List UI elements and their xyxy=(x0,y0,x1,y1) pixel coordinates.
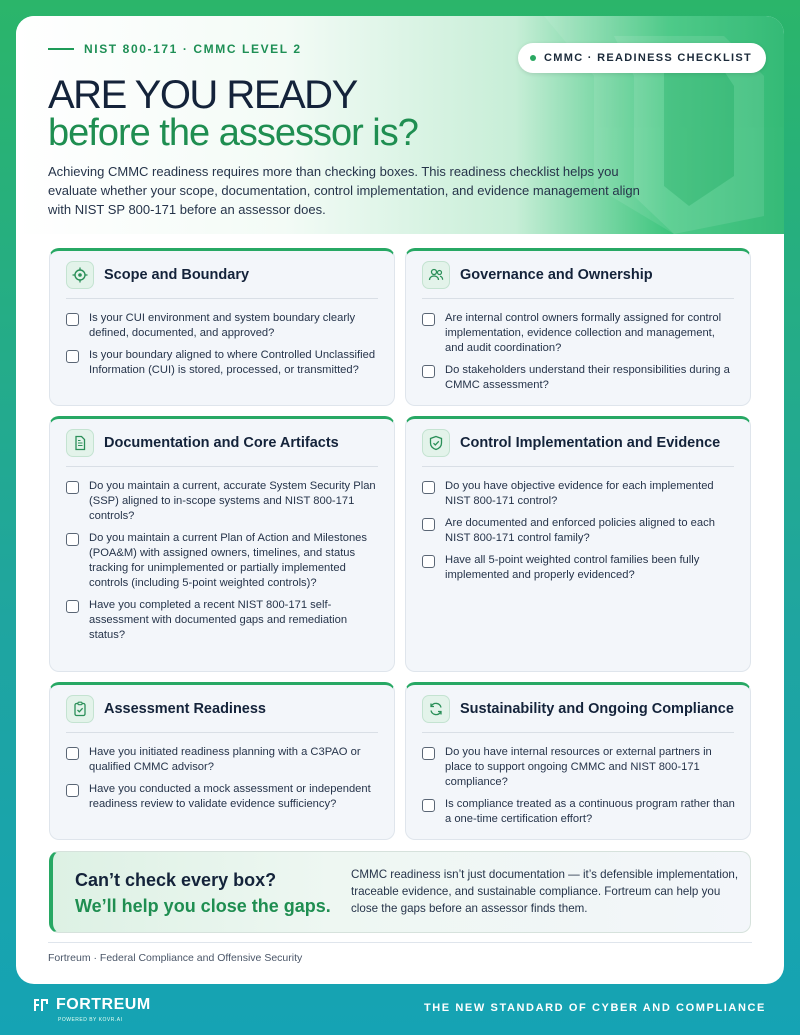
checkbox[interactable] xyxy=(66,313,79,326)
brand-logo xyxy=(32,996,151,1014)
checklist-item[interactable] xyxy=(422,553,736,583)
target-icon xyxy=(66,261,94,289)
eyebrow-rule xyxy=(48,48,74,50)
item-text: Do you have objective evidence for each implemented NIST 800-171 control? xyxy=(445,480,714,507)
item-text: Is your boundary aligned to where Controlled Unclassified Information (CUI) is stored, processed, or transmitted? xyxy=(89,349,376,376)
item-text: Do stakeholders understand their responsibilities during a CMMC assessment? xyxy=(445,364,730,391)
cta-answer: We’ll help you close the gaps. xyxy=(75,896,331,916)
checklist-item[interactable] xyxy=(66,531,380,591)
checklist-items xyxy=(66,479,380,650)
footer-tagline: THE NEW STANDARD OF CYBER AND COMPLIANCE xyxy=(423,1002,766,1014)
checkbox[interactable] xyxy=(422,481,435,494)
footer-divider xyxy=(48,942,752,943)
card-header xyxy=(66,695,378,733)
card-governance-ownership xyxy=(405,248,751,406)
checklist-item[interactable] xyxy=(422,311,736,356)
card-header xyxy=(422,429,734,467)
checkbox[interactable] xyxy=(422,313,435,326)
item-text: Do you maintain a current Plan of Action and Milestones (POA&M) with assigned owners, timelines, and status tracking for unimplemented or partially implemented controls (including 5-point weighted controls)? xyxy=(89,532,367,589)
checkbox[interactable] xyxy=(422,518,435,531)
hero-banner xyxy=(16,16,784,234)
eyebrow-text: NIST 800-171 · CMMC LEVEL 2 xyxy=(84,42,302,56)
clipboard-check-icon xyxy=(66,695,94,723)
cta-banner xyxy=(49,851,751,933)
checklist-items xyxy=(422,479,736,590)
checklist-item[interactable] xyxy=(422,797,736,827)
item-text: Are documented and enforced policies aligned to each NIST 800-171 control family? xyxy=(445,517,715,544)
checklist-items xyxy=(422,745,736,834)
checklist-badge xyxy=(518,43,766,73)
document-icon xyxy=(66,429,94,457)
item-text: Have you conducted a mock assessment or independent readiness review to validate evidence sufficiency? xyxy=(89,783,371,810)
badge-text: CMMC · READINESS CHECKLIST xyxy=(544,52,752,64)
card-title: Scope and Boundary xyxy=(104,266,250,283)
checkbox[interactable] xyxy=(422,799,435,812)
card-header xyxy=(422,695,734,733)
checklist-item[interactable] xyxy=(66,479,380,524)
checkbox[interactable] xyxy=(66,600,79,613)
checklist-item[interactable] xyxy=(422,516,736,546)
checkbox[interactable] xyxy=(66,481,79,494)
card-title: Documentation and Core Artifacts xyxy=(104,434,339,451)
checkbox[interactable] xyxy=(66,533,79,546)
brand-name: FORTREUM xyxy=(56,996,151,1013)
checkbox[interactable] xyxy=(422,555,435,568)
checklist-items xyxy=(422,311,736,400)
badge-dot xyxy=(530,55,536,61)
card-header xyxy=(66,429,378,467)
checkbox[interactable] xyxy=(422,365,435,378)
item-text: Have all 5-point weighted control families been fully implemented and properly evidenced? xyxy=(445,554,700,581)
item-text: Do you have internal resources or external partners in place to support ongoing CMMC and NIST 800-171 compliance? xyxy=(445,746,712,788)
checklist-items xyxy=(66,745,380,819)
users-icon xyxy=(422,261,450,289)
item-text: Is compliance treated as a continuous program rather than a one-time certification effort? xyxy=(445,798,735,825)
brand-powered-by: POWERED BY KOVR.AI xyxy=(58,1017,123,1023)
page-subtitle: before the assessor is? xyxy=(48,112,418,154)
footer-company-line: Fortreum · Federal Compliance and Offensive Security xyxy=(48,952,303,964)
checklist-item[interactable] xyxy=(66,745,380,775)
card-title: Governance and Ownership xyxy=(460,266,653,283)
checkbox[interactable] xyxy=(422,747,435,760)
item-text: Have you initiated readiness planning with a C3PAO or qualified CMMC advisor? xyxy=(89,746,361,773)
fortreum-logo-icon xyxy=(32,996,50,1014)
page-title: ARE YOU READY xyxy=(48,73,357,117)
item-text: Have you completed a recent NIST 800-171 self-assessment with documented gaps and remediation status? xyxy=(89,599,348,641)
eyebrow xyxy=(48,42,302,56)
checkbox[interactable] xyxy=(66,747,79,760)
intro-paragraph: Achieving CMMC readiness requires more than checking boxes. This readiness checklist helps you evaluate whether your scope, documentation, control implementation, and evidence management align with NIST SP 800-171 before an assessor does. xyxy=(48,164,640,217)
card-title: Assessment Readiness xyxy=(104,700,266,717)
card-header xyxy=(66,261,378,299)
checklist-item[interactable] xyxy=(66,782,380,812)
item-text: Do you maintain a current, accurate System Security Plan (SSP) aligned to in-scope systems and NIST 800-171 controls? xyxy=(89,480,376,522)
card-header xyxy=(422,261,734,299)
item-text: Is your CUI environment and system boundary clearly defined, documented, and approved? xyxy=(89,312,356,339)
checklist-item[interactable] xyxy=(66,598,380,643)
checklist-item[interactable] xyxy=(66,348,380,378)
checkbox[interactable] xyxy=(66,350,79,363)
shield-check-icon xyxy=(422,429,450,457)
card-documentation-artifacts xyxy=(49,416,395,672)
checklist-item[interactable] xyxy=(422,745,736,790)
card-scope-boundary xyxy=(49,248,395,406)
card-assessment-readiness xyxy=(49,682,395,840)
refresh-icon xyxy=(422,695,450,723)
cta-question: Can’t check every box? xyxy=(75,870,277,890)
checkbox[interactable] xyxy=(66,784,79,797)
card-title: Control Implementation and Evidence xyxy=(460,434,721,451)
card-control-implementation xyxy=(405,416,751,672)
item-text: Are internal control owners formally assigned for control implementation, evidence collection and management, and audit coordination? xyxy=(445,312,722,354)
card-sustainability xyxy=(405,682,751,840)
checklist-page xyxy=(16,16,784,984)
checklist-item[interactable] xyxy=(422,479,736,509)
cta-body: CMMC readiness isn’t just documentation — it’s defensible implementation, traceable evidence, and sustainable compliance. Fortreum can help you close the gaps before an assessor finds them. xyxy=(351,868,739,915)
card-title: Sustainability and Ongoing Compliance xyxy=(460,700,734,717)
checklist-item[interactable] xyxy=(66,311,380,341)
checklist-items xyxy=(66,311,380,385)
checklist-item[interactable] xyxy=(422,363,736,393)
